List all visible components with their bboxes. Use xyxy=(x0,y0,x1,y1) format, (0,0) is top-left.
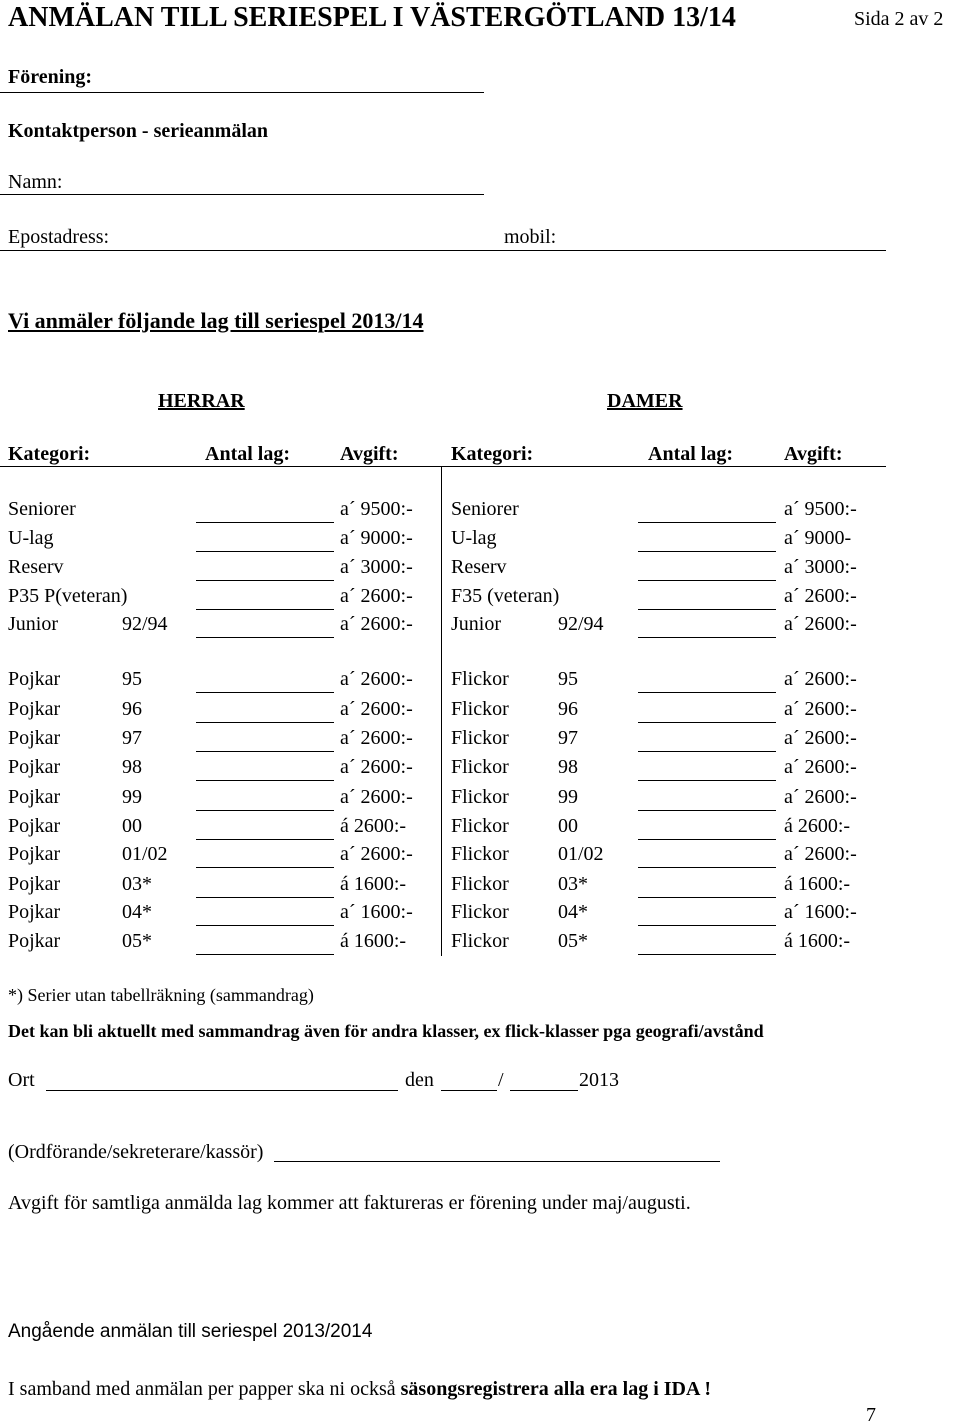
antal-lag-field[interactable] xyxy=(196,839,334,840)
row-category: Flickor xyxy=(451,756,509,778)
antal-lag-field[interactable] xyxy=(638,580,776,581)
row-category: Pojkar xyxy=(8,756,61,778)
final-note xyxy=(8,1378,711,1401)
signature-line[interactable] xyxy=(274,1161,720,1162)
antal-lag-field[interactable] xyxy=(196,780,334,781)
row-category: Flickor xyxy=(451,698,509,720)
row-fee: a´ 9000:- xyxy=(340,527,413,549)
row-year: 04* xyxy=(558,901,588,923)
row-year: 04* xyxy=(122,901,152,923)
month-line[interactable] xyxy=(510,1090,578,1091)
antal-lag-field[interactable] xyxy=(638,867,776,868)
row-fee: a´ 9000- xyxy=(784,527,852,549)
row-year: 95 xyxy=(122,668,142,690)
row-year: 99 xyxy=(558,786,578,808)
mobil-label: mobil: xyxy=(504,226,557,248)
row-fee: á 2600:- xyxy=(784,815,851,837)
row-fee: a´ 2600:- xyxy=(784,843,857,865)
row-fee: a´ 2600:- xyxy=(340,668,413,690)
kontakt-label: Kontaktperson - serieanmälan xyxy=(8,120,268,142)
row-category: U-lag xyxy=(8,527,54,549)
page-indicator: Sida 2 av 2 xyxy=(854,8,944,30)
antal-lag-field[interactable] xyxy=(638,925,776,926)
column-separator xyxy=(441,466,442,956)
antal-lag-field[interactable] xyxy=(638,780,776,781)
row-fee: a´ 9500:- xyxy=(784,498,857,520)
footnote: *) Serier utan tabellräkning (sammandrag) xyxy=(8,985,314,1005)
ort-label: Ort xyxy=(8,1069,35,1091)
row-fee: a´ 2600:- xyxy=(340,756,413,778)
antal-lag-field[interactable] xyxy=(196,897,334,898)
row-fee: a´ 2600:- xyxy=(784,756,857,778)
row-fee: a´ 2600:- xyxy=(784,585,857,607)
header-rule xyxy=(0,466,886,467)
antal-lag-field[interactable] xyxy=(638,810,776,811)
antal-lag-field[interactable] xyxy=(638,609,776,610)
antal-lag-field[interactable] xyxy=(638,637,776,638)
damer-heading: DAMER xyxy=(607,390,683,412)
final-note-bold: säsongsregistrera alla era lag i IDA ! xyxy=(400,1378,711,1400)
damer-avgift-header: Avgift: xyxy=(784,443,843,465)
forening-label: Förening: xyxy=(8,66,93,88)
row-category: Seniorer xyxy=(8,498,76,520)
day-line[interactable] xyxy=(441,1090,497,1091)
row-category: Reserv xyxy=(451,556,507,578)
row-year: 97 xyxy=(122,727,142,749)
row-year: 99 xyxy=(122,786,142,808)
row-year: 01/02 xyxy=(122,843,168,865)
row-category: Flickor xyxy=(451,843,509,865)
row-fee: a´ 3000:- xyxy=(340,556,413,578)
row-year: 00 xyxy=(558,815,578,837)
section-heading: Vi anmäler följande lag till seriespel 2013/14 xyxy=(8,308,424,333)
row-fee: a´ 2600:- xyxy=(340,786,413,808)
row-fee: a´ 1600:- xyxy=(340,901,413,923)
row-category: Seniorer xyxy=(451,498,519,520)
row-category: Pojkar xyxy=(8,930,61,952)
row-fee: á 2600:- xyxy=(340,815,407,837)
antal-lag-field[interactable] xyxy=(196,751,334,752)
row-year: 97 xyxy=(558,727,578,749)
row-fee: a´ 2600:- xyxy=(340,698,413,720)
row-year: 98 xyxy=(122,756,142,778)
row-category: Pojkar xyxy=(8,901,61,923)
sub-heading: Angående anmälan till seriespel 2013/2014 xyxy=(8,1321,373,1342)
row-fee: a´ 2600:- xyxy=(340,843,413,865)
row-fee: a´ 2600:- xyxy=(784,668,857,690)
row-category: Pojkar xyxy=(8,815,61,837)
row-year: 92/94 xyxy=(558,613,604,635)
row-category: Reserv xyxy=(8,556,64,578)
row-category: Flickor xyxy=(451,815,509,837)
herrar-heading: HERRAR xyxy=(158,390,245,412)
row-year: 98 xyxy=(558,756,578,778)
final-note-text: I samband med anmälan per papper ska ni också xyxy=(8,1378,401,1400)
antal-lag-field[interactable] xyxy=(196,580,334,581)
antal-lag-field[interactable] xyxy=(196,925,334,926)
antal-lag-field[interactable] xyxy=(638,954,776,955)
row-category: Flickor xyxy=(451,668,509,690)
antal-lag-field[interactable] xyxy=(638,751,776,752)
antal-lag-field[interactable] xyxy=(196,522,334,523)
document-title: ANMÄLAN TILL SERIESPEL I VÄSTERGÖTLAND 13/14 xyxy=(8,2,736,33)
antal-lag-field[interactable] xyxy=(196,637,334,638)
row-fee: a´ 2600:- xyxy=(784,613,857,635)
antal-lag-field[interactable] xyxy=(196,692,334,693)
row-year: 03* xyxy=(122,873,152,895)
row-year: 05* xyxy=(558,930,588,952)
forening-line[interactable] xyxy=(0,92,484,93)
row-fee: a´ 2600:- xyxy=(784,786,857,808)
damer-antal-header: Antal lag: xyxy=(648,443,733,465)
role-label: (Ordförande/sekreterare/kassör) xyxy=(8,1141,264,1163)
row-fee: a´ 9500:- xyxy=(340,498,413,520)
herrar-kategori-header: Kategori: xyxy=(8,443,91,465)
row-category: Flickor xyxy=(451,786,509,808)
notice: Det kan bli aktuellt med sammandrag även för andra klasser, ex flick-klasser pga geografi/avstånd xyxy=(8,1021,764,1041)
den-label: den xyxy=(405,1069,434,1091)
row-category: Flickor xyxy=(451,930,509,952)
row-fee: a´ 3000:- xyxy=(784,556,857,578)
row-category: Flickor xyxy=(451,901,509,923)
page-number: 7 xyxy=(866,1404,876,1426)
namn-line[interactable] xyxy=(0,194,484,195)
row-category: Pojkar xyxy=(8,698,61,720)
epost-label: Epostadress: xyxy=(8,226,110,248)
row-fee: a´ 2600:- xyxy=(340,613,413,635)
row-category: Junior xyxy=(8,613,58,635)
row-year: 00 xyxy=(122,815,142,837)
herrar-avgift-header: Avgift: xyxy=(340,443,399,465)
ort-line[interactable] xyxy=(46,1090,398,1091)
row-category: U-lag xyxy=(451,527,497,549)
damer-kategori-header: Kategori: xyxy=(451,443,534,465)
row-fee: a´ 1600:- xyxy=(784,901,857,923)
row-year: 03* xyxy=(558,873,588,895)
row-year: 96 xyxy=(122,698,142,720)
epost-line[interactable] xyxy=(0,250,886,251)
antal-lag-field[interactable] xyxy=(196,954,334,955)
row-fee: á 1600:- xyxy=(784,930,851,952)
row-category: F35 (veteran) xyxy=(451,585,560,607)
row-category: Junior xyxy=(451,613,501,635)
row-fee: a´ 2600:- xyxy=(784,727,857,749)
antal-lag-field[interactable] xyxy=(638,897,776,898)
row-fee: á 1600:- xyxy=(340,930,407,952)
herrar-antal-header: Antal lag: xyxy=(205,443,290,465)
antal-lag-field[interactable] xyxy=(196,810,334,811)
row-year: 92/94 xyxy=(122,613,168,635)
row-category: Pojkar xyxy=(8,843,61,865)
antal-lag-field[interactable] xyxy=(638,839,776,840)
antal-lag-field[interactable] xyxy=(196,609,334,610)
antal-lag-field[interactable] xyxy=(196,867,334,868)
row-category: Pojkar xyxy=(8,668,61,690)
fee-note: Avgift för samtliga anmälda lag kommer att faktureras er förening under maj/augusti. xyxy=(8,1192,691,1214)
row-fee: a´ 2600:- xyxy=(340,585,413,607)
row-year: 01/02 xyxy=(558,843,604,865)
row-category: Pojkar xyxy=(8,786,61,808)
row-fee: á 1600:- xyxy=(340,873,407,895)
antal-lag-field[interactable] xyxy=(638,551,776,552)
antal-lag-field[interactable] xyxy=(196,722,334,723)
row-year: 95 xyxy=(558,668,578,690)
row-category: Flickor xyxy=(451,873,509,895)
row-category: Pojkar xyxy=(8,873,61,895)
date-slash: / xyxy=(498,1069,504,1091)
row-category: P35 P(veteran) xyxy=(8,585,128,607)
row-year: 05* xyxy=(122,930,152,952)
namn-label: Namn: xyxy=(8,171,63,193)
antal-lag-field[interactable] xyxy=(638,722,776,723)
row-fee: a´ 2600:- xyxy=(340,727,413,749)
row-fee: a´ 2600:- xyxy=(784,698,857,720)
row-year: 96 xyxy=(558,698,578,720)
row-fee: á 1600:- xyxy=(784,873,851,895)
antal-lag-field[interactable] xyxy=(638,692,776,693)
row-category: Flickor xyxy=(451,727,509,749)
row-category: Pojkar xyxy=(8,727,61,749)
antal-lag-field[interactable] xyxy=(638,522,776,523)
year-label: 2013 xyxy=(579,1069,619,1091)
antal-lag-field[interactable] xyxy=(196,551,334,552)
